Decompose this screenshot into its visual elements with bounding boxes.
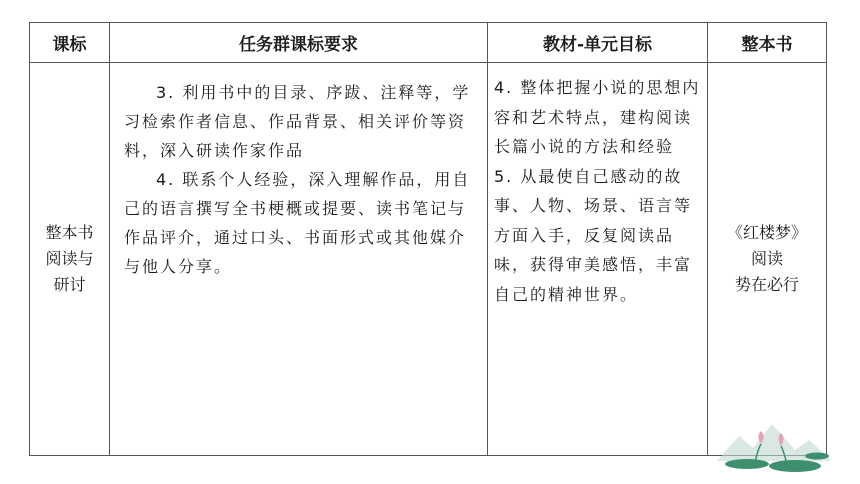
header-whole-book: 整本书 [708,23,827,63]
unit-goal-item: 5. 从最使自己感动的故事、人物、场景、语言等方面入手，反复阅读品味，获得审美感悟，丰富自己的精神世界。 [494,166,693,304]
row-label-line: 研讨 [53,275,86,294]
row-label-line: 整本书 [45,223,94,242]
lotus-landscape-icon [717,406,832,476]
unit-goal-item: 4. 整体把握小说的思想内容和艺术特点，建构阅读长篇小说的方法和经验 [494,78,701,156]
requirement-item: 4. 联系个人经验，深入理解作品，用自己的语言撰写全书梗概或提要、读书笔记与作品评介，通过口头、书面形式或其他媒介与他人分享。 [124,170,471,276]
row-label-line: 阅读与 [45,249,94,268]
requirements-cell [110,63,488,456]
requirement-item: 3. 利用书中的目录、序跋、注释等，学习检索作者信息、作品背景、相关评价等资料，深入研读作家作品 [124,83,471,160]
unit-goals-cell [488,63,708,456]
table-row [30,63,827,456]
book-line: 《红楼梦》 [726,223,807,242]
header-row [30,23,827,63]
whole-book-cell [708,63,827,456]
curriculum-table [29,22,827,456]
book-line: 势在必行 [734,275,799,294]
book-line: 阅读 [750,249,783,268]
header-task-requirements: 任务群课标要求 [110,23,488,63]
row-label-cell [30,63,110,456]
header-standard: 课标 [30,23,110,63]
header-unit-goals: 教材-单元目标 [488,23,708,63]
